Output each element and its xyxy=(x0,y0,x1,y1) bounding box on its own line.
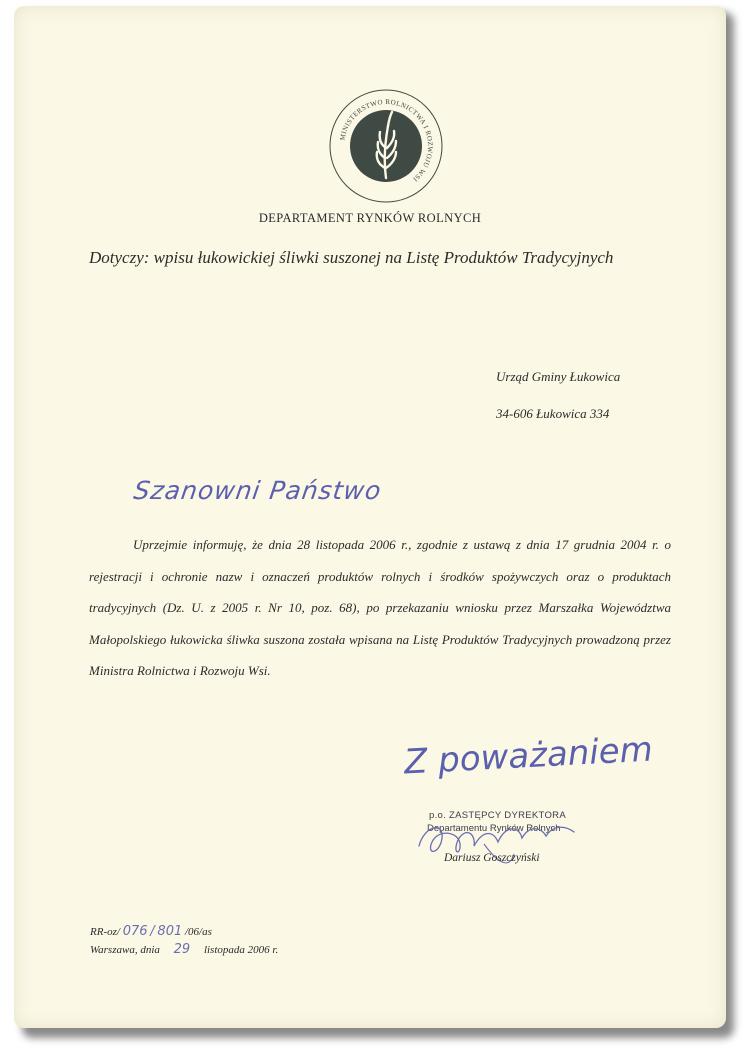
reference-prefix: RR-oz/ xyxy=(90,926,120,938)
handwritten-greeting: Szanowni Państwo xyxy=(131,476,384,505)
handwritten-closing: Z poważaniem xyxy=(403,729,654,783)
dateline-prefix: Warszawa, dnia xyxy=(90,944,160,956)
signatory-stamp-title: p.o. ZASTĘPCY DYREKTORA xyxy=(429,810,566,821)
signatory-stamp-department: Departamentu Rynków Rolnych xyxy=(427,823,561,834)
department-header: DEPARTAMENT RYNKÓW ROLNYCH xyxy=(258,211,482,225)
letter-subject: Dotyczy: wpisu łukowickiej śliwki suszonej na Listę Produktów Tradycyjnych xyxy=(89,248,614,267)
signatory-name: Dariusz Goszczyński xyxy=(444,852,540,864)
seal-ring-text: MINISTERSTWO ROLNICTWA I ROZWOJU WSI xyxy=(338,97,435,184)
reference-number xyxy=(90,924,212,939)
dateline-suffix: listopada 2006 r. xyxy=(203,944,279,956)
reference-suffix: /06/as xyxy=(185,926,212,938)
reference-separator: / xyxy=(150,924,155,939)
recipient-line-1: Urząd Gminy Łukowica xyxy=(496,369,621,384)
reference-number-part-1: 076 xyxy=(122,924,148,939)
dateline-day: 29 xyxy=(173,942,191,957)
recipient-line-2: 34-606 Łukowica 334 xyxy=(496,406,610,421)
reference-number-part-2: 801 xyxy=(157,924,183,939)
letter-page xyxy=(14,6,726,1028)
ministry-seal-logo xyxy=(326,86,446,206)
dateline xyxy=(90,942,278,957)
letter-body: Uprzejmie informuję, że dnia 28 listopada 2006 r., zgodnie z ustawą z dnia 17 grudnia 2004 r. o rejestracji i ochronie nazw i oznaczeń produktów rolnych i środków spożywczych oraz o produktach tradycyjnych (Dz. U. z 2005 r. Nr 10, poz. 68), po przekazaniu wniosku przez Marszałka Województwa Małopolskiego łukowicka śliwka suszona została wpisana na Listę Produktów Tradycyjnych prowadzoną przez Ministra Rolnictwa i Rozwoju Wsi. xyxy=(89,537,671,678)
